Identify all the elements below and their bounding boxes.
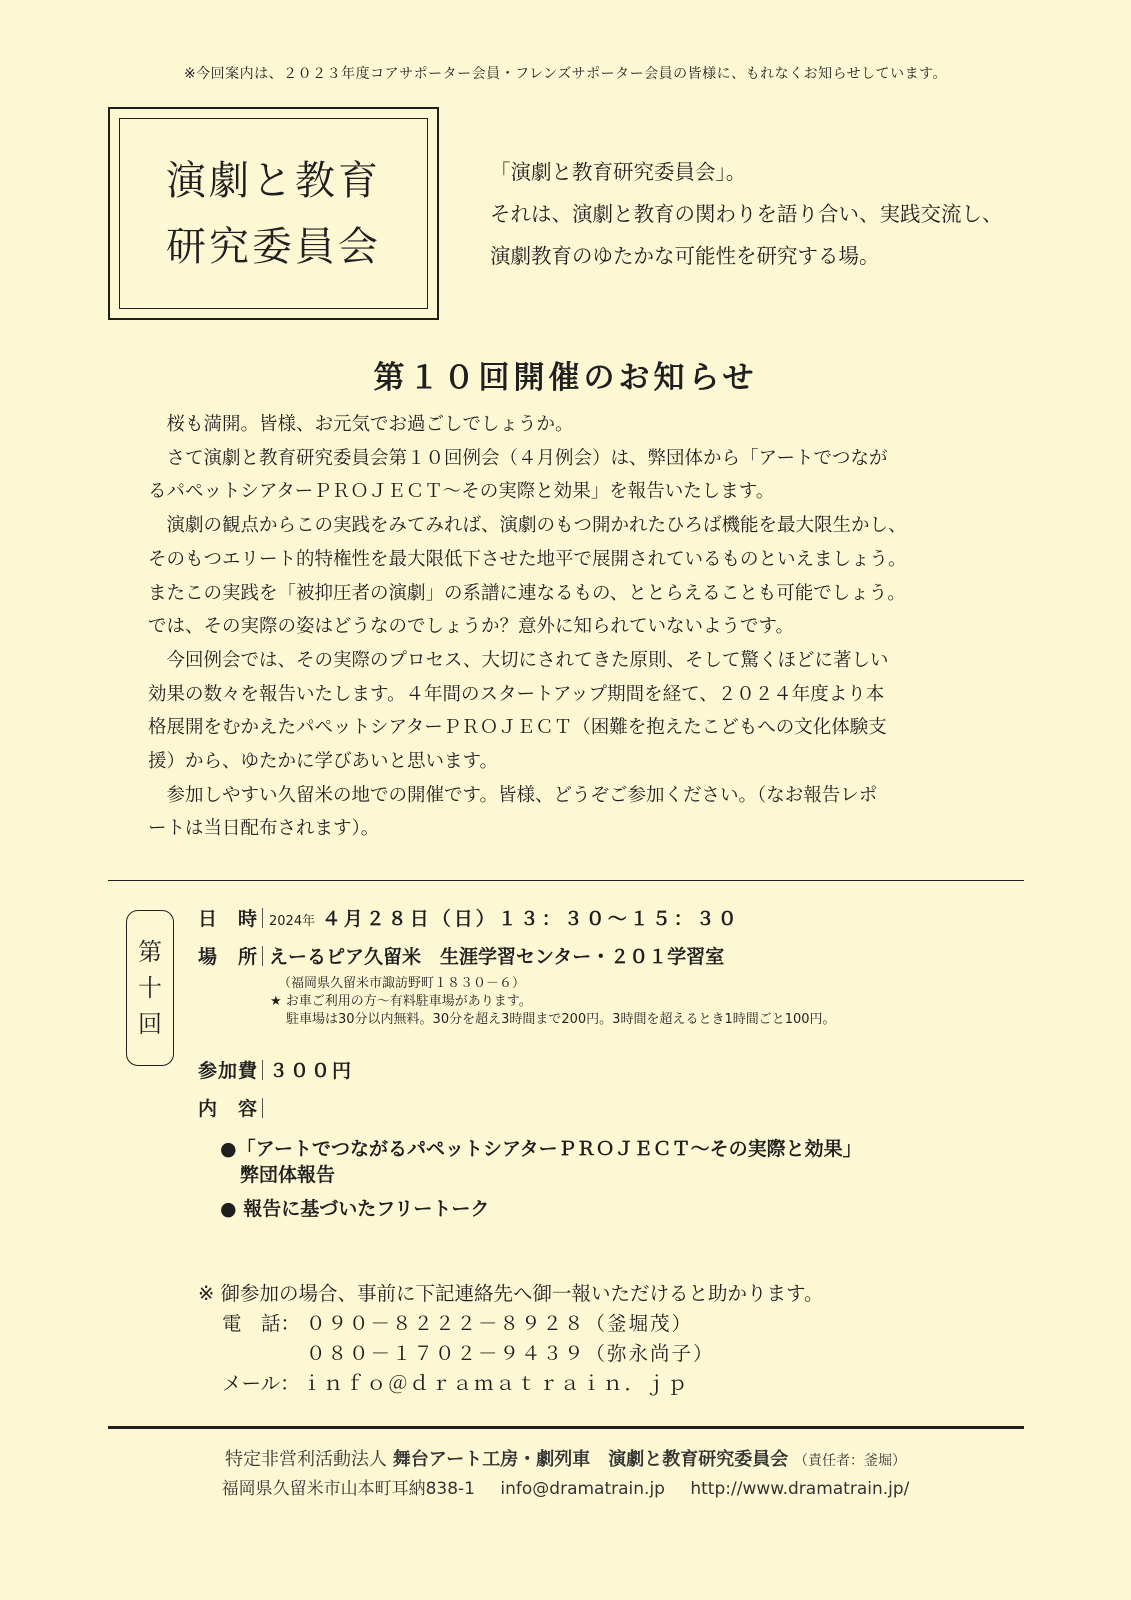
content-label: 内 容	[198, 1098, 259, 1120]
contact-note: ※ 御参加の場合、事前に下記連絡先へ御一報いただけると助かります。	[198, 1282, 824, 1305]
phone-1: ０９０－８２２２－８９２８（釜堀茂）	[306, 1312, 694, 1335]
body-line: では、その実際の姿はどうなのでしょうか？意外に知られていないようです。	[148, 616, 795, 638]
phone-2: ０８０－１７０２－９４３９（弥永尚子）	[306, 1342, 715, 1365]
body-line: またこの実践を「被抑圧者の演劇」の系譜に連なるもの、ととらえることも可能でしょう。	[148, 582, 906, 604]
content-item: ● 報告に基づいたフリートーク	[220, 1198, 490, 1220]
body-line: さて演劇と教育研究委員会第１０回例会（４月例会）は、弊団体から「アートでつなが	[148, 447, 888, 469]
separator	[262, 1098, 263, 1118]
title-box	[108, 107, 439, 320]
body-line: ートは当日配布されます）。	[148, 818, 380, 840]
parking-fee: 駐車場は30分以内無料。30分を超え3時間まで200円。3時間を超えるとき1時間ごと100円。	[286, 1012, 836, 1027]
body-line: 演劇の観点からこの実践をみてみれば、演劇のもつ開かれたひろば機能を最大限生かし、	[148, 515, 907, 537]
intro-line: 「演劇と教育研究委員会」。	[490, 160, 747, 184]
body-line: 桜も満開。皆様、お元気でお過ごしでしょうか。	[148, 414, 574, 435]
date-year: 2024年	[269, 914, 316, 929]
body-line: 今回例会では、その実際のプロセス、大切にされてきた原則、そして驚くほどに著しい	[148, 649, 889, 671]
divider	[108, 880, 1024, 881]
edition-char: 十	[138, 974, 162, 1002]
title-line-1: 演劇と教育	[166, 157, 381, 204]
notice-text: ※今回案内は、２０２３年度コアサポーター会員・フレンズサポーター会員の皆様に、もれなくお知らせしています。	[183, 66, 948, 82]
phone-label: 電 話：	[222, 1312, 301, 1335]
footer	[0, 1446, 1131, 1503]
separator	[262, 946, 263, 966]
date-row	[198, 904, 740, 931]
footer-divider	[108, 1426, 1024, 1429]
intro-line: 演劇教育のゆたかな可能性を研究する場。	[490, 244, 880, 268]
body-line: るパペットシアターＰＲＯＪＥＣＴ～その実際と効果」を報告いたします。	[148, 481, 775, 503]
title-line-2: 研究委員会	[166, 223, 381, 270]
place-value: えーるピア久留米 生涯学習センター・２０１学習室	[269, 946, 725, 968]
body-line: そのもつエリート的特権性を最大限低下させた地平で展開されているものといえましょう。	[148, 548, 907, 570]
intro-line: それは、演劇と教育の関わりを語り合い、実践交流し、	[490, 202, 1003, 226]
footer-org	[0, 1446, 1131, 1475]
body-line: 参加しやすい久留米の地での開催です。皆様、どうぞご参加ください。（なお報告レポ	[148, 784, 878, 806]
body-line: 援）から、ゆたかに学びあいと思います。	[148, 751, 499, 773]
footer-address: 福岡県久留米市山本町耳納838-1	[221, 1479, 475, 1499]
separator	[262, 908, 263, 928]
content-row	[198, 1094, 269, 1121]
date-value: ４月２８日（日）１３：３０～１５：３０	[321, 908, 740, 930]
fee-value: ３００円	[269, 1060, 354, 1082]
org-prefix: 特定非営利活動法人	[225, 1449, 388, 1470]
body-line: 効果の数々を報告いたします。４年間のスタートアップ期間を経て、２０２４年度より本	[148, 683, 885, 705]
title-box-inner	[119, 118, 428, 309]
headline: 第１０回開催のお知らせ	[373, 360, 758, 396]
footer-email[interactable]: info@dramatrain.jp	[500, 1479, 665, 1499]
edition-char: 回	[138, 1010, 162, 1038]
org-responsible: （責任者：釜堀）	[793, 1453, 906, 1469]
org-name: 舞台アート工房・劇列車 演劇と教育研究委員会	[392, 1449, 789, 1470]
fee-label: 参加費	[198, 1060, 259, 1082]
date-label: 日 時	[198, 908, 259, 930]
body-text	[148, 408, 998, 846]
place-address: （福岡県久留米市諏訪野町１８３０－６）	[278, 976, 526, 991]
edition-badge	[126, 910, 174, 1066]
footer-contact	[0, 1475, 1131, 1503]
separator	[262, 1060, 263, 1080]
content-item-sub: 弊団体報告	[240, 1164, 336, 1186]
fee-row	[198, 1056, 353, 1083]
mail-address: ｉｎｆｏ＠ｄｒａｍａｔｒａｉｎ．ｊｐ	[302, 1372, 690, 1395]
edition-char: 第	[138, 938, 162, 966]
parking-note: ★ お車ご利用の方～有料駐車場があります。	[270, 994, 532, 1009]
footer-url[interactable]: http://www.dramatrain.jp/	[690, 1479, 910, 1499]
place-row	[198, 942, 724, 969]
body-line: 格展開をむかえたパペットシアターＰＲＯＪＥＣＴ（困難を抱えたこどもへの文化体験支	[148, 717, 887, 739]
content-item: ●「アートでつながるパペットシアターＰＲＯＪＥＣＴ～その実際と効果」	[220, 1138, 862, 1160]
place-label: 場 所	[198, 946, 259, 968]
intro-text	[490, 151, 1003, 277]
mail-label: メール：	[222, 1372, 300, 1395]
